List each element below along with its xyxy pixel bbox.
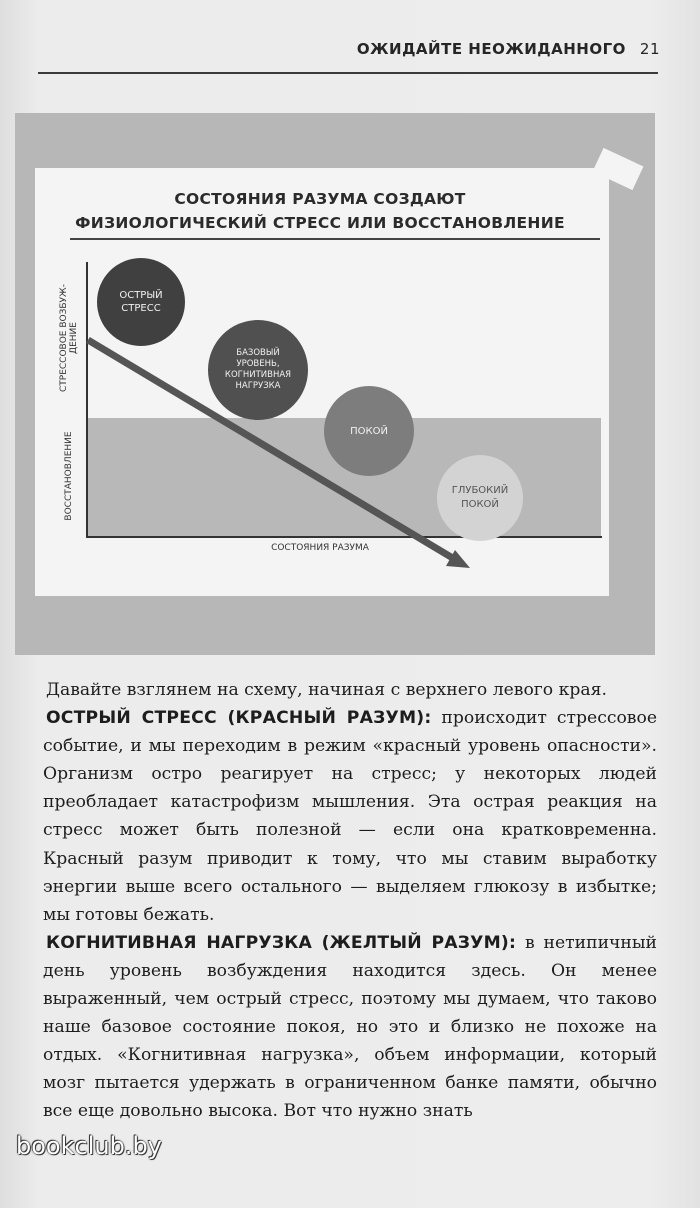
term-acute-stress: ОСТРЫЙ СТРЕСС (КРАСНЫЙ РАЗУМ):	[46, 708, 432, 729]
page-number: 21	[639, 40, 660, 58]
y-axis-label-stress: СТРЕССОВОЕ ВОЗБУЖ- ДЕНИЕ	[59, 284, 79, 392]
paragraph-cognitive-load-text: в нетипичный день уровень возбуждения находится здесь. Он менее выраженный, чем острый стресс, поэтому мы думаем, что таково наше базовое состояние покоя, но это и близко не похоже на отдых. «Когнитивная нагрузка», объем информации, который мозг пытается удержать в ограниченном банке памяти, обычно все еще довольно высока. Вот что нужно знать	[43, 932, 658, 1122]
running-title: ОЖИДАЙТЕ НЕОЖИДАННОГО	[356, 40, 626, 58]
paragraph-cognitive-load	[43, 929, 657, 1126]
bubble-deep-rest-label: ГЛУБОКИЙ ПОКОЙ	[451, 485, 509, 510]
paragraph-intro: Давайте взглянем на схему, начиная с верхнего левого края.	[46, 680, 607, 700]
bubble-baseline-cognitive-load	[208, 320, 308, 420]
bubble-acute-stress-label: ОСТРЫЙ СТРЕСС	[119, 290, 163, 314]
bubble-baseline-label: БАЗОВЫЙ УРОВЕНЬ, КОГНИТИВНАЯ НАГРУЗКА	[224, 348, 292, 391]
x-axis-label: СОСТОЯНИЯ РАЗУМА	[271, 543, 369, 553]
figure-title-line1: СОСТОЯНИЯ РАЗУМА СОЗДАЮТ	[174, 190, 466, 208]
term-cognitive-load: КОГНИТИВНАЯ НАГРУЗКА (ЖЕЛТЫЙ РАЗУМ):	[46, 932, 517, 953]
bubble-rest	[324, 386, 414, 476]
y-axis-label-recovery: ВОССТАНОВЛЕНИЕ	[64, 431, 74, 521]
watermark: bookclub.by	[16, 1132, 162, 1160]
bubble-acute-stress	[97, 258, 185, 346]
body-text	[43, 676, 657, 1126]
paragraph-acute-stress-text: происходит стрессовое событие, и мы переходим в режим «красный уровень опасности». Организм остро реагирует на стресс; у некоторых людей преобладает катастрофизм мышления. Эта острая реакция на стресс может быть полезной — если она кратковременна. Красный разум приводит к тому, что мы ставим выработку энергии выше всего остального — выделяем глюкозу в избытке; мы готовы бежать.	[43, 708, 657, 925]
bubble-rest-label: ПОКОЙ	[350, 425, 388, 437]
bubble-deep-rest	[437, 455, 523, 541]
figure-title-line2: ФИЗИОЛОГИЧЕСКИЙ СТРЕСС ИЛИ ВОССТАНОВЛЕНИЕ	[75, 214, 565, 232]
paragraph-acute-stress	[43, 704, 657, 929]
